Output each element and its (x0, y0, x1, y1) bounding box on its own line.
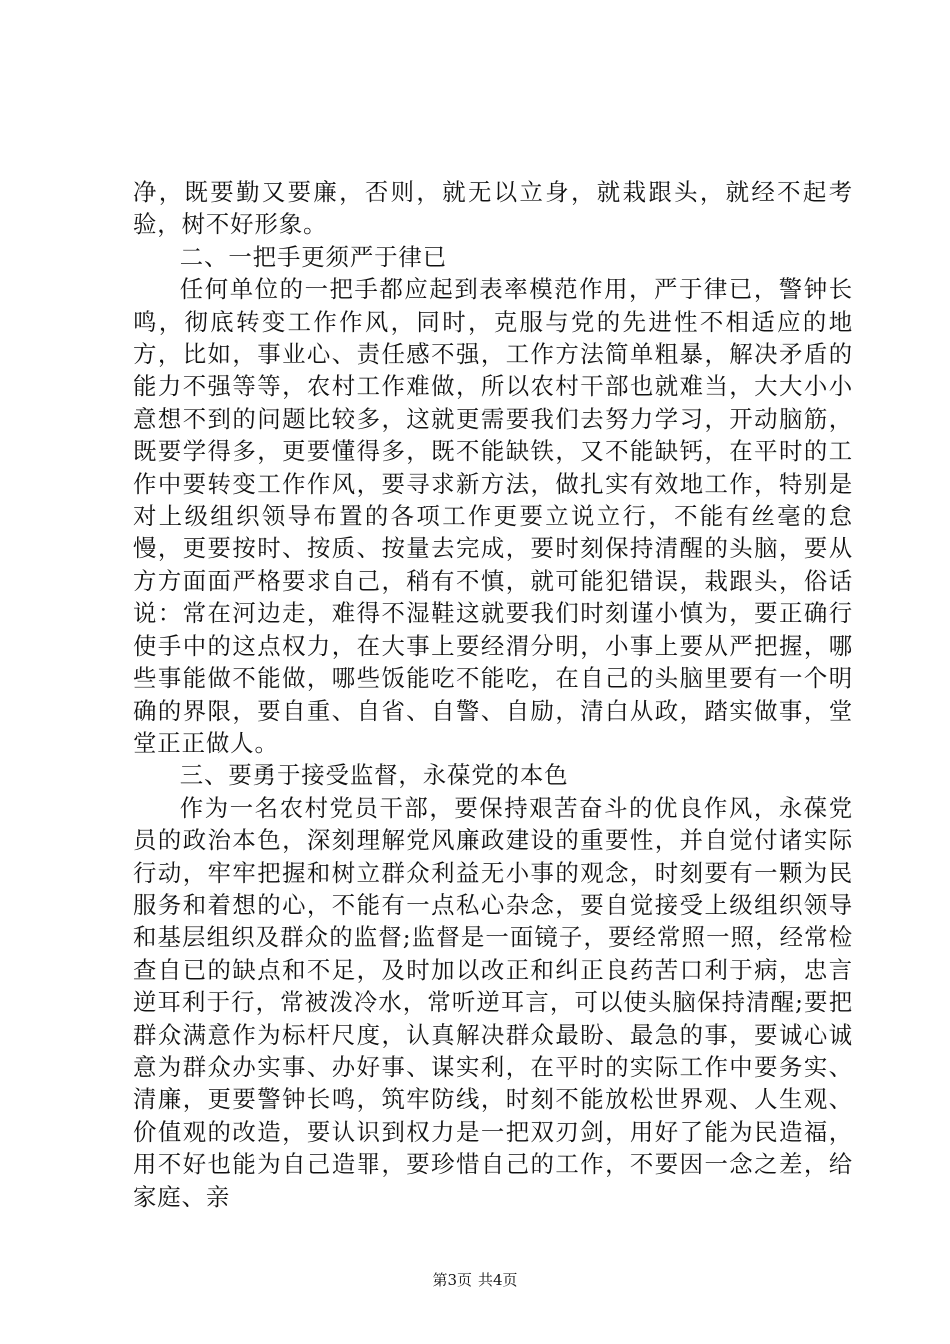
section-heading-2: 二、一把手更须严于律已 (179, 242, 447, 271)
paragraph-continuation: 净，既要勤又要廉，否则，就无以立身，就栽跟头，就经不起考验，树不好形象。 (133, 178, 853, 239)
page-number: 第3页 (432, 1271, 472, 1289)
page-footer (0, 1270, 950, 1290)
page-total: 共4页 (478, 1271, 518, 1289)
document-body (133, 176, 853, 1213)
paragraph-section-2: 任何单位的一把手都应起到表率模范作用，严于律已，警钟长鸣，彻底转变工作作风，同时，克服与党的先进性不相适应的地方，比如，事业心、责任感不强，工作方法简单粗暴，解决矛盾的能力不强等等，农村工作难做，所以农村干部也就难当，大大小小意想不到的问题比较多，这就更需要我们去努力学习，开动脑筋，既要学得多，更要懂得多，既不能缺铁，又不能缺钙，在平时的工作中要转变工作作风，要寻求新方法，做扎实有效地工作，特别是对上级组织领导布置的各项工作更要立说立行，不能有丝毫的怠慢，更要按时、按质、按量去完成，要时刻保持清醒的头脑，要从方方面面严格要求自己，稍有不慎，就可能犯错误，栽跟头，俗话说：常在河边走，难得不湿鞋这就要我们时刻谨小慎为，要正确行使手中的这点权力，在大事上要经渭分明，小事上要从严把握，哪些事能做不能做，哪些饭能吃不能吃，在自己的头脑里要有一个明确的界限，要自重、自省、自警、自励，清白从政，踏实做事，堂堂正正做人。 (133, 275, 853, 757)
section-heading-3: 三、要勇于接受监督，永葆党的本色 (179, 761, 569, 790)
paragraph-section-3: 作为一名农村党员干部，要保持艰苦奋斗的优良作风，永葆党员的政治本色，深刻理解党风廉政建设的重要性，并自觉付诸实际行动，牢牢把握和树立群众利益无小事的观念，时刻要有一颗为民服务和着想的心，不能有一点私心杂念，要自觉接受上级组织领导和基层组织及群众的监督;监督是一面镜子，要经常照一照，经常检查自已的缺点和不足，及时加以改正和纠正良药苦口利于病，忠言逆耳利于行，常被泼冷水，常听逆耳言，可以使头脑保持清醒;要把群众满意作为标杆尺度，认真解决群众最盼、最急的事，要诚心诚意为群众办实事、办好事、谋实利，在平时的实际工作中要务实、清廉，更要警钟长鸣，筑牢防线，时刻不能放松世界观、人生观、价值观的改造，要认识到权力是一把双刃剑，用好了能为民造福，用不好也能为自己造罪，要珍惜自己的工作，不要因一念之差，给家庭、亲 (133, 793, 853, 1211)
